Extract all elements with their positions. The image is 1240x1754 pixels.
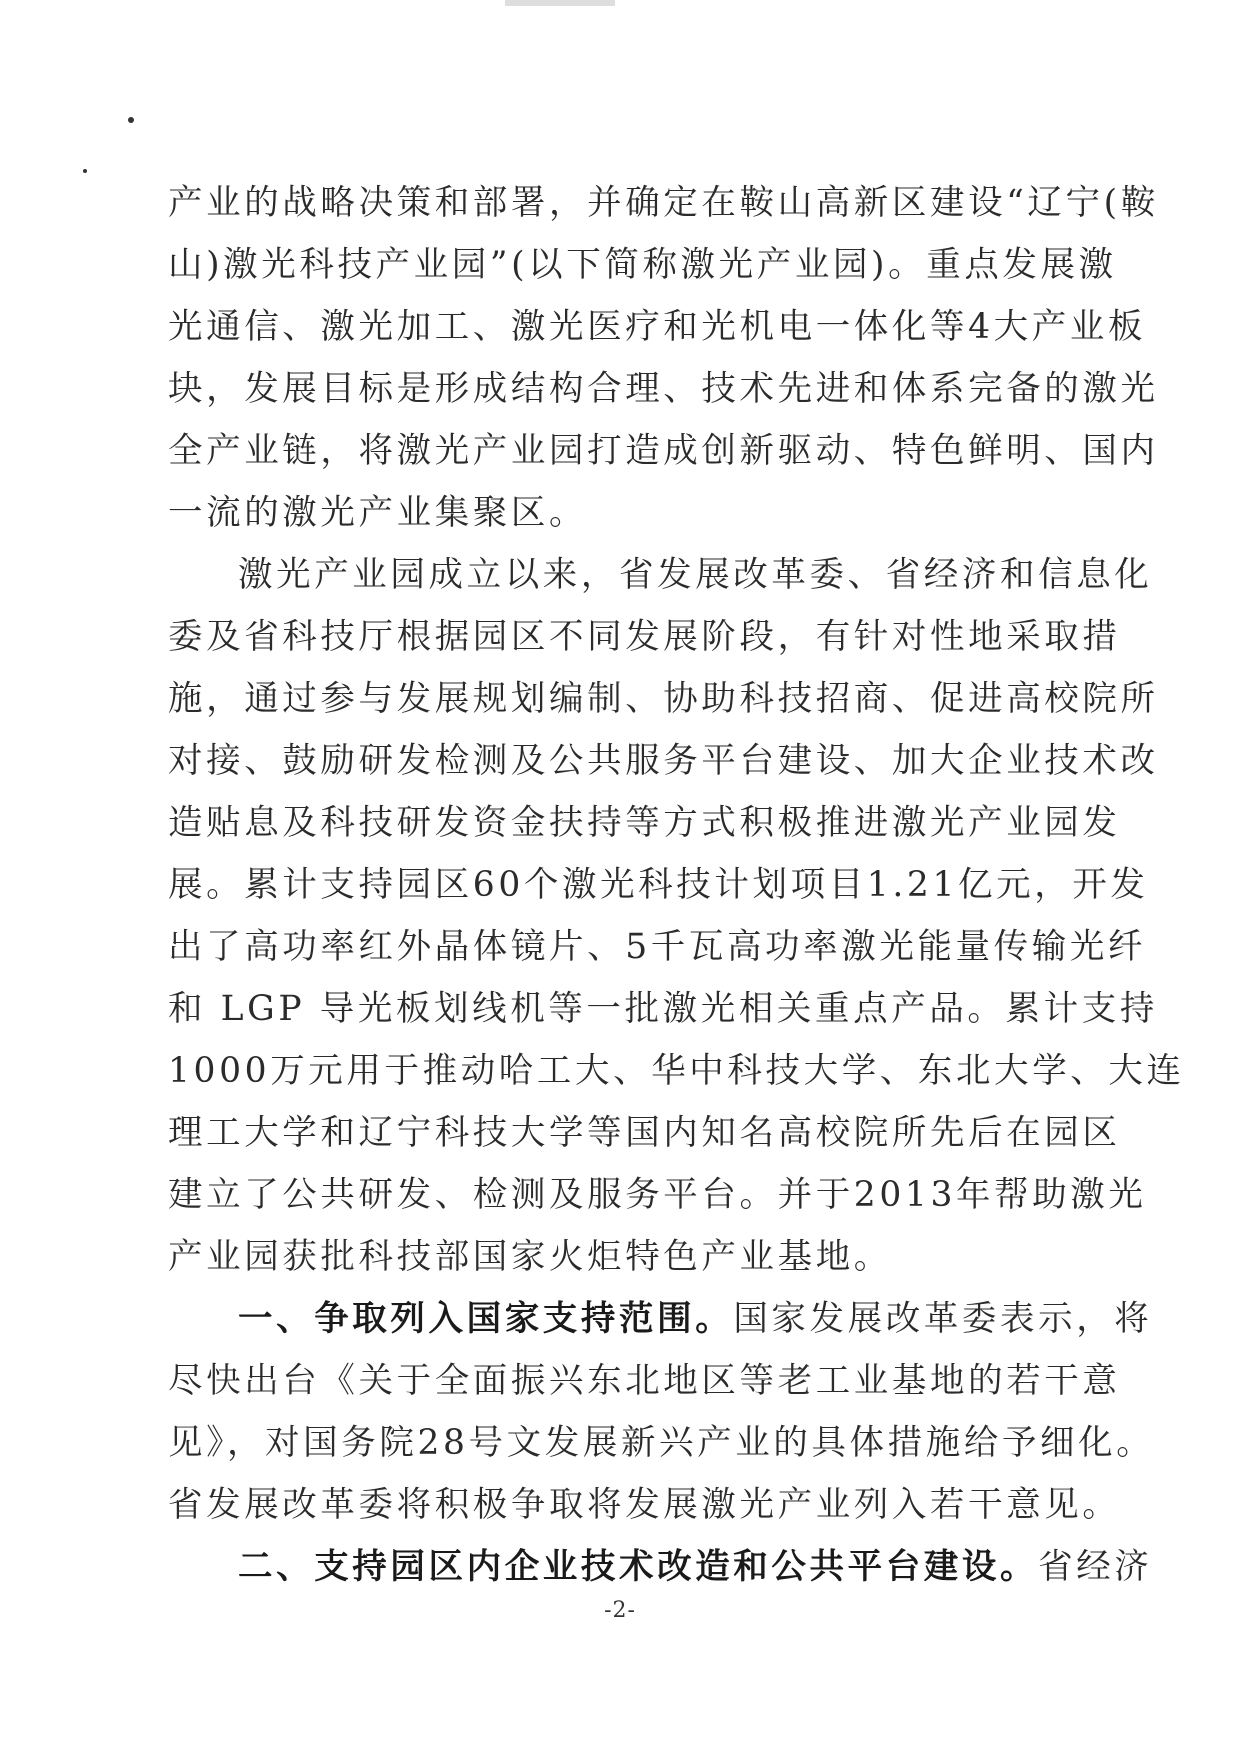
text-line: 见》，对国务院28号文发展新兴产业的具体措施给予细化。 bbox=[168, 1423, 1155, 1463]
text-run: 省经济 bbox=[1038, 1547, 1153, 1587]
text-line: 尽快出台《关于全面振兴东北地区等老工业基地的若干意 bbox=[168, 1361, 1121, 1401]
text-line: 对接、鼓励研发检测及公共服务平台建设、加大企业技术改 bbox=[168, 741, 1159, 781]
text-line: 1000万元用于推动哈工大、华中科技大学、东北大学、大连 bbox=[168, 1051, 1185, 1091]
text-line: 块，发展目标是形成结构合理、技术先进和体系完备的激光 bbox=[168, 369, 1159, 409]
text-line: 施，通过参与发展规划编制、协助科技招商、促进高校院所 bbox=[168, 679, 1159, 719]
text-line: 一流的激光产业集聚区。 bbox=[168, 493, 588, 533]
section-heading-two: 二、支持园区内企业技术改造和公共平台建设。 bbox=[238, 1547, 1039, 1587]
section-heading-line bbox=[168, 1536, 1153, 1598]
section-heading-one: 一、争取列入国家支持范围。 bbox=[238, 1299, 734, 1339]
text-line: 建立了公共研发、检测及服务平台。并于2013年帮助激光 bbox=[168, 1175, 1147, 1215]
text-line: 委及省科技厅根据园区不同发展阶段，有针对性地采取措 bbox=[168, 617, 1121, 657]
page-number: -2- bbox=[604, 1598, 636, 1623]
section-heading-line bbox=[168, 1288, 1153, 1350]
scan-speck bbox=[83, 169, 87, 173]
text-line: 光通信、激光加工、激光医疗和光机电一体化等4大产业板 bbox=[168, 307, 1147, 347]
text-line: 和 LGP 导光板划线机等一批激光相关重点产品。累计支持 bbox=[168, 989, 1158, 1029]
paragraph-start-line: 激光产业园成立以来，省发展改革委、省经济和信息化 bbox=[238, 555, 1153, 595]
scan-artifact bbox=[505, 0, 615, 6]
text-line: 全产业链，将激光产业园打造成创新驱动、特色鲜明、国内 bbox=[168, 431, 1159, 471]
text-line: 展。累计支持园区60个激光科技计划项目1.21亿元，开发 bbox=[168, 865, 1149, 905]
body-text bbox=[168, 172, 1185, 1598]
text-line: 出了高功率红外晶体镜片、5千瓦高功率激光能量传输光纤 bbox=[168, 927, 1147, 967]
text-line: 产业园获批科技部国家火炬特色产业基地。 bbox=[168, 1237, 892, 1277]
text-line: 山)激光科技产业园”(以下简称激光产业园)。重点发展激 bbox=[168, 245, 1117, 285]
text-line: 省发展改革委将积极争取将发展激光产业列入若干意见。 bbox=[168, 1485, 1121, 1525]
text-run: 国家发展改革委表示，将 bbox=[733, 1299, 1153, 1339]
text-line: 产业的战略决策和部署，并确定在鞍山高新区建设“辽宁(鞍 bbox=[168, 183, 1159, 223]
scan-speck bbox=[128, 117, 134, 123]
text-line: 造贴息及科技研发资金扶持等方式积极推进激光产业园发 bbox=[168, 803, 1121, 843]
text-line: 理工大学和辽宁科技大学等国内知名高校院所先后在园区 bbox=[168, 1113, 1121, 1153]
